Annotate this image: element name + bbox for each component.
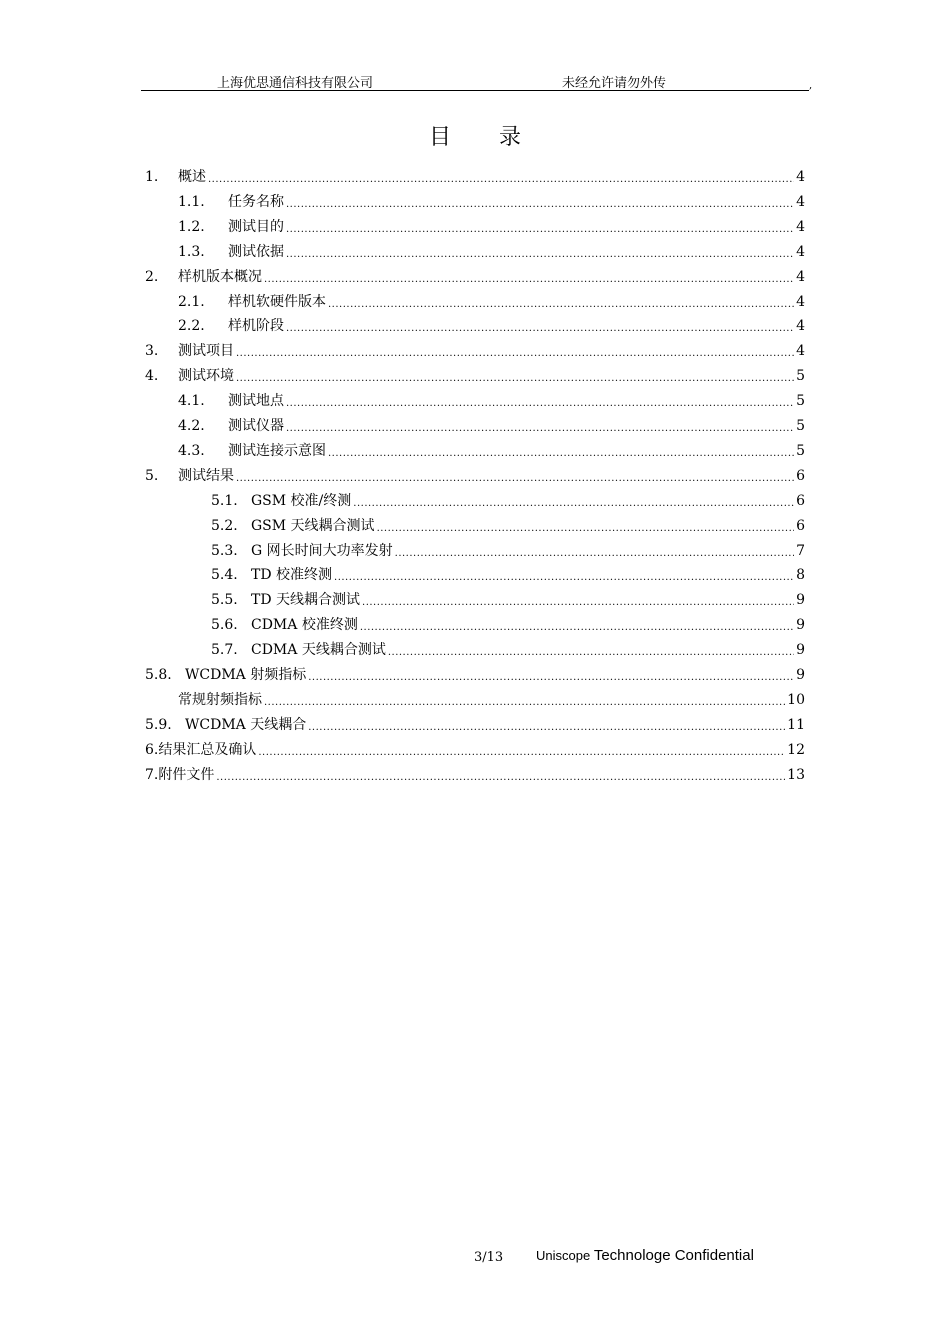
toc-entry-title: WCDMA 射频指标 (185, 667, 307, 683)
toc-entry-page: 9 (796, 667, 805, 683)
header-mark: , (809, 80, 813, 91)
toc-entry-page: 6 (796, 517, 805, 534)
toc-entry[interactable] (145, 764, 805, 786)
toc-entry[interactable] (178, 216, 805, 238)
toc-entry-number: 5.6. (211, 617, 238, 634)
toc-dot-leader (236, 365, 794, 387)
toc-entry-number: 1.3. (178, 243, 205, 260)
toc-entry-number: 4. (145, 368, 159, 385)
toc-entry-page: 9 (796, 592, 805, 609)
toc-entry-title: G 网长时间大功率发射 (251, 542, 393, 559)
toc-dot-leader (334, 564, 794, 586)
toc-entry-title: TD 校准终测 (251, 567, 333, 584)
toc-entry-title: WCDMA 天线耦合 (185, 716, 307, 733)
toc-dot-leader (395, 540, 794, 562)
toc-entry[interactable] (178, 241, 805, 263)
toc-entry[interactable] (211, 564, 805, 586)
toc-dot-leader (388, 639, 794, 661)
toc-entry-number: 5.3. (211, 542, 238, 559)
toc-dot-leader (236, 340, 794, 362)
toc-entry-title: 样机版本概况 (178, 268, 262, 285)
toc-entry-number: 4.3. (178, 442, 205, 459)
toc-dot-leader (258, 739, 785, 761)
toc-entry-title: 测试项目 (178, 343, 234, 360)
toc-entry-number: 1.2. (178, 218, 205, 235)
toc-entry-title: CDMA 校准终测 (251, 617, 358, 634)
toc-entry-page: 11 (787, 716, 805, 733)
toc-entry[interactable] (178, 315, 805, 337)
toc-dot-leader (286, 315, 794, 337)
toc-entry-page: 4 (796, 169, 805, 185)
toc-dot-leader (362, 589, 794, 611)
toc-entry-page: 5 (796, 393, 805, 410)
toc-entry-number: 6. (145, 741, 159, 758)
footer-page-number: 3/13 (474, 1250, 504, 1265)
toc-entry[interactable] (211, 589, 805, 611)
toc-entry-number: 1. (145, 169, 159, 185)
toc-dot-leader (328, 291, 794, 313)
toc-entry-page: 6 (796, 492, 805, 509)
toc-entry[interactable] (178, 440, 805, 462)
toc-entry[interactable] (145, 266, 805, 288)
toc-entry[interactable] (178, 689, 805, 711)
toc-dot-leader (286, 241, 794, 263)
toc-entry-page: 13 (787, 766, 805, 783)
toc-dot-leader (328, 440, 794, 462)
toc-dot-leader (264, 689, 785, 711)
toc-entry-number: 5.2. (211, 517, 238, 534)
toc-entry-number: 5.7. (211, 642, 238, 659)
toc-entry-title: 测试依据 (228, 243, 284, 260)
toc-entry-page: 5 (796, 442, 805, 459)
toc-entry-page: 4 (796, 218, 805, 235)
toc-entry-number: 5.1. (211, 492, 238, 509)
header-notice: 未经允许请勿外传 (562, 76, 667, 91)
toc-title: 目录 (428, 125, 569, 150)
toc-entry-number: 5.5. (211, 592, 238, 609)
toc-entry[interactable] (211, 490, 805, 512)
toc-entry-page: 10 (787, 691, 805, 708)
page-header (141, 70, 809, 91)
toc-entry-title: 样机阶段 (228, 318, 284, 335)
toc-entry-title: 附件文件 (158, 766, 215, 783)
toc-entry-page: 5 (796, 418, 805, 434)
toc-entry[interactable] (145, 465, 805, 487)
toc-entry[interactable] (178, 390, 805, 412)
toc-dot-leader (308, 664, 794, 686)
toc-entry-title: 测试目的 (228, 218, 284, 235)
toc-entry-title: 测试仪器 (228, 418, 284, 434)
toc-entry-page: 7 (796, 542, 805, 559)
toc-entry-number: 1.1. (178, 193, 205, 210)
toc-entry-title: 测试环境 (178, 368, 234, 385)
toc-entry[interactable] (178, 291, 805, 313)
toc-entry[interactable] (145, 166, 805, 188)
toc-entry-number: 5.9. (145, 716, 172, 733)
toc-dot-leader (286, 415, 794, 437)
toc-entry-page: 9 (796, 617, 805, 634)
toc-entry-title: CDMA 天线耦合测试 (251, 642, 386, 659)
toc-entry[interactable] (145, 664, 805, 686)
toc-entry-number: 2.2. (178, 318, 205, 335)
toc-entry-number: 4.1. (178, 393, 205, 410)
toc-dot-leader (216, 764, 785, 786)
toc-dot-leader (264, 266, 794, 288)
toc-entry[interactable] (211, 540, 805, 562)
toc-entry[interactable] (178, 415, 805, 437)
toc-entry-number: 2.1. (178, 293, 205, 310)
toc-entry-title: 任务名称 (228, 193, 284, 210)
toc-entry-number: 4.2. (178, 418, 205, 434)
toc-entry-page: 4 (796, 293, 805, 310)
toc-entry-title: 常规射频指标 (178, 691, 262, 708)
toc-entry-page: 8 (796, 567, 805, 584)
toc-dot-leader (286, 191, 794, 213)
footer-company: Uniscope (536, 1248, 591, 1263)
toc-entry-number: 7. (145, 766, 159, 783)
toc-entry[interactable] (211, 515, 805, 537)
toc-dot-leader (286, 216, 794, 238)
toc-dot-leader (286, 390, 794, 412)
footer-confidential-text: Technologe Confidential (593, 1247, 754, 1264)
toc-entry-number: 5.8. (145, 667, 172, 683)
toc-entry-page: 12 (787, 741, 805, 758)
toc-entry-page: 6 (796, 467, 805, 484)
toc-entry-page: 4 (796, 318, 805, 335)
toc-entry-page: 4 (796, 343, 805, 360)
toc-entry[interactable] (178, 191, 805, 213)
toc-entry[interactable] (145, 714, 805, 736)
toc-entry[interactable] (211, 639, 805, 661)
toc-dot-leader (308, 714, 785, 736)
toc-entry-page: 4 (796, 193, 805, 210)
toc-entry-number: 5.4. (211, 567, 238, 584)
toc-dot-leader (353, 490, 794, 512)
toc-entry-title: TD 天线耦合测试 (251, 592, 361, 609)
toc-entry-title: 样机软硬件版本 (228, 293, 326, 310)
toc-entry[interactable] (211, 614, 805, 636)
toc-entry-page: 5 (796, 368, 805, 385)
toc-entry[interactable] (145, 739, 805, 761)
toc-entry-number: 2. (145, 268, 159, 285)
toc-entry-number: 3. (145, 343, 159, 360)
header-company: 上海优思通信科技有限公司 (217, 76, 374, 91)
toc-entry-title: 测试结果 (178, 467, 234, 484)
toc-entry-title: 测试连接示意图 (228, 442, 326, 459)
toc-entry-page: 9 (796, 642, 805, 659)
toc-dot-leader (377, 515, 795, 537)
toc-entry[interactable] (145, 340, 805, 362)
toc-entry-title: GSM 校准/终测 (251, 492, 352, 509)
toc-entry[interactable] (145, 365, 805, 387)
footer-confidential (536, 1247, 754, 1264)
toc-entry-page: 4 (796, 268, 805, 285)
toc-dot-leader (236, 465, 794, 487)
toc-entry-title: GSM 天线耦合测试 (251, 517, 375, 534)
toc-entry-title: 测试地点 (228, 393, 284, 410)
toc-dot-leader (360, 614, 794, 636)
toc-entry-number: 5. (145, 467, 159, 484)
toc-entry-page: 4 (796, 243, 805, 260)
toc-dot-leader (208, 166, 794, 188)
toc-entry-title: 概述 (178, 169, 206, 185)
toc-entry-title: 结果汇总及确认 (158, 741, 257, 758)
